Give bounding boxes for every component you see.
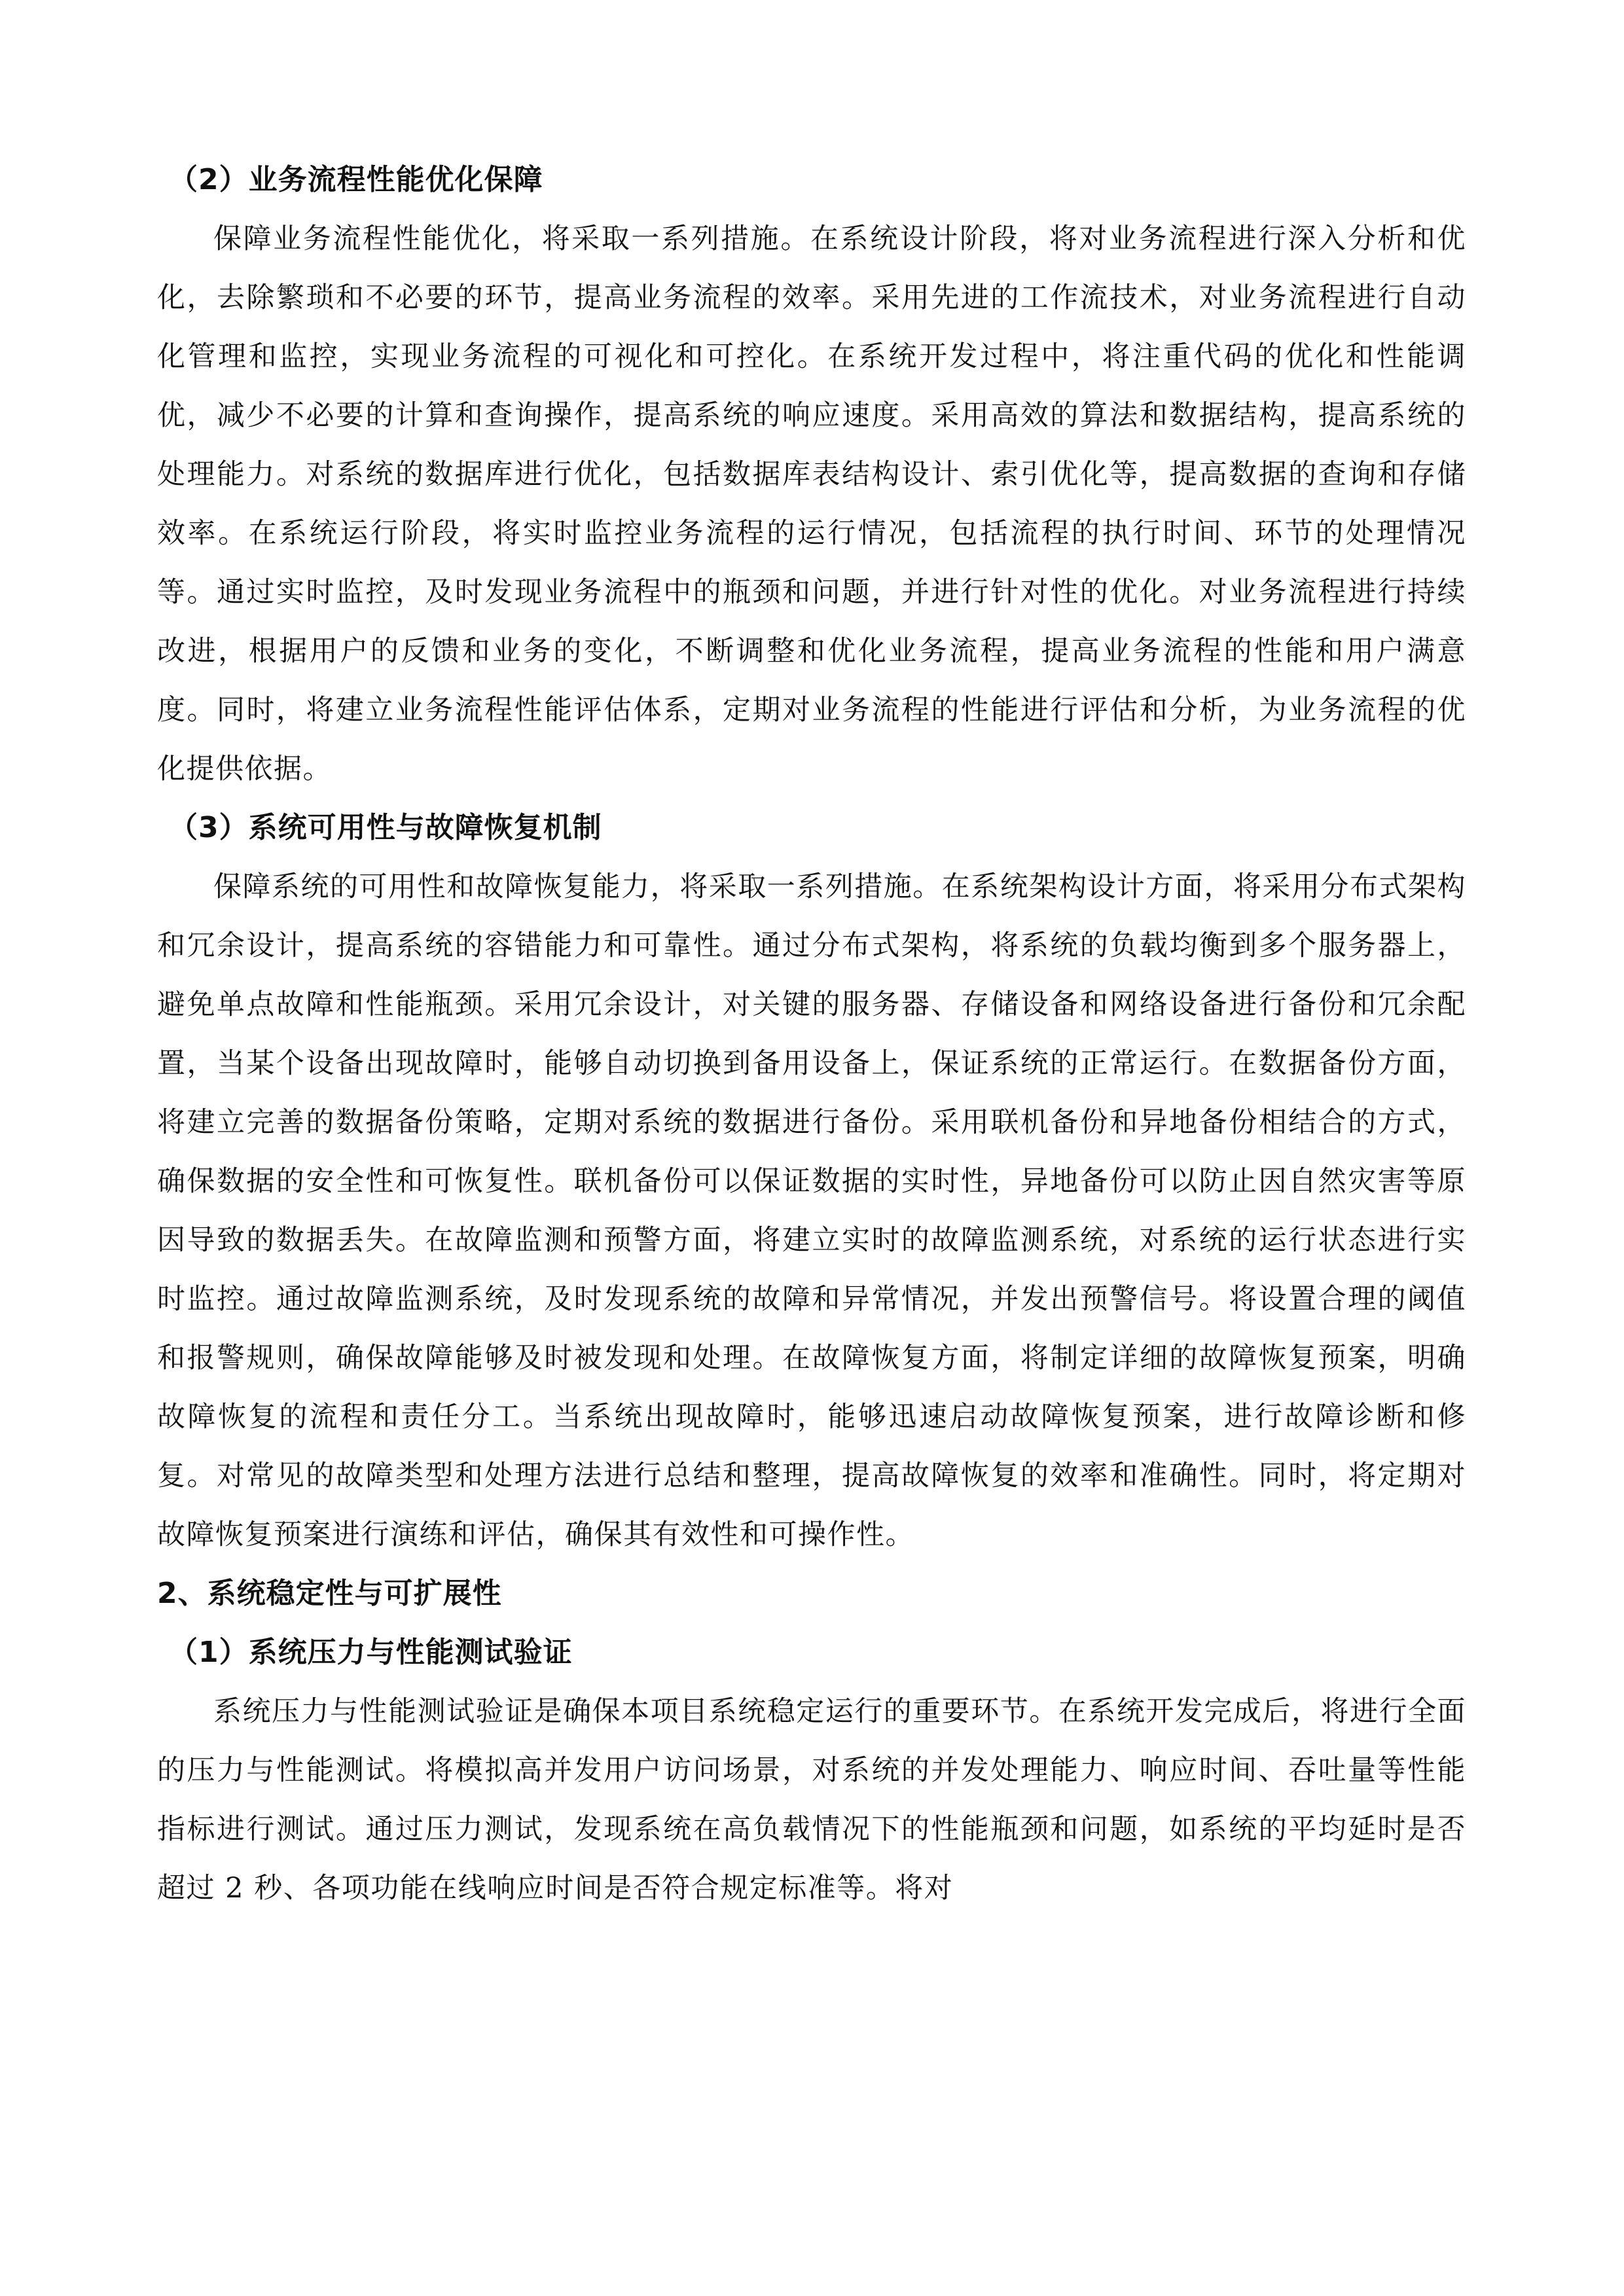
document-page [157, 151, 1466, 1918]
section-heading-stability: 2、系统稳定性与可扩展性 [157, 1577, 502, 1610]
paragraph-stress-test: 系统压力与性能测试验证是确保本项目系统稳定运行的重要环节。在系统开发完成后，将进行全面的压力与性能测试。将模拟高并发用户访问场景，对系统的并发处理能力、响应时间、吞吐量等性能指标进行测试。通过压力测试，发现系统在高负载情况下的性能瓶颈和问题，如系统的平均延时是否超过 2 秒、各项功能在线响应时间是否符合规定标准等。将对 [157, 1695, 1466, 1905]
section-heading-availability: （3）系统可用性与故障恢复机制 [169, 811, 602, 844]
section-heading-stress-test: （1）系统压力与性能测试验证 [169, 1636, 573, 1669]
paragraph-business-process: 保障业务流程性能优化，将采取一系列措施。在系统设计阶段，将对业务流程进行深入分析和优化，去除繁琐和不必要的环节，提高业务流程的效率。采用先进的工作流技术，对业务流程进行自动化管理和监控，实现业务流程的可视化和可控化。在系统开发过程中，将注重代码的优化和性能调优，减少不必要的计算和查询操作，提高系统的响应速度。采用高效的算法和数据结构，提高系统的处理能力。对系统的数据库进行优化，包括数据库表结构设计、索引优化等，提高数据的查询和存储效率。在系统运行阶段，将实时监控业务流程的运行情况，包括流程的执行时间、环节的处理情况等。通过实时监控，及时发现业务流程中的瓶颈和问题，并进行针对性的优化。对业务流程进行持续改进，根据用户的反馈和业务的变化，不断调整和优化业务流程，提高业务流程的性能和用户满意度。同时，将建立业务流程性能评估体系，定期对业务流程的性能进行评估和分析，为业务流程的优化提供依据。 [157, 223, 1466, 785]
paragraph-availability: 保障系统的可用性和故障恢复能力，将采取一系列措施。在系统架构设计方面，将采用分布式架构和冗余设计，提高系统的容错能力和可靠性。通过分布式架构，将系统的负载均衡到多个服务器上，避免单点故障和性能瓶颈。采用冗余设计，对关键的服务器、存储设备和网络设备进行备份和冗余配置，当某个设备出现故障时，能够自动切换到备用设备上，保证系统的正常运行。在数据备份方面，将建立完善的数据备份策略，定期对系统的数据进行备份。采用联机备份和异地备份相结合的方式，确保数据的安全性和可恢复性。联机备份可以保证数据的实时性，异地备份可以防止因自然灾害等原因导致的数据丢失。在故障监测和预警方面，将建立实时的故障监测系统，对系统的运行状态进行实时监控。通过故障监测系统，及时发现系统的故障和异常情况，并发出预警信号。将设置合理的阈值和报警规则，确保故障能够及时被发现和处理。在故障恢复方面，将制定详细的故障恢复预案，明确故障恢复的流程和责任分工。当系统出现故障时，能够迅速启动故障恢复预案，进行故障诊断和修复。对常见的故障类型和处理方法进行总结和整理，提高故障恢复的效率和准确性。同时，将定期对故障恢复预案进行演练和评估，确保其有效性和可操作性。 [157, 870, 1466, 1551]
section-heading-business-process: （2）业务流程性能优化保障 [169, 163, 543, 196]
